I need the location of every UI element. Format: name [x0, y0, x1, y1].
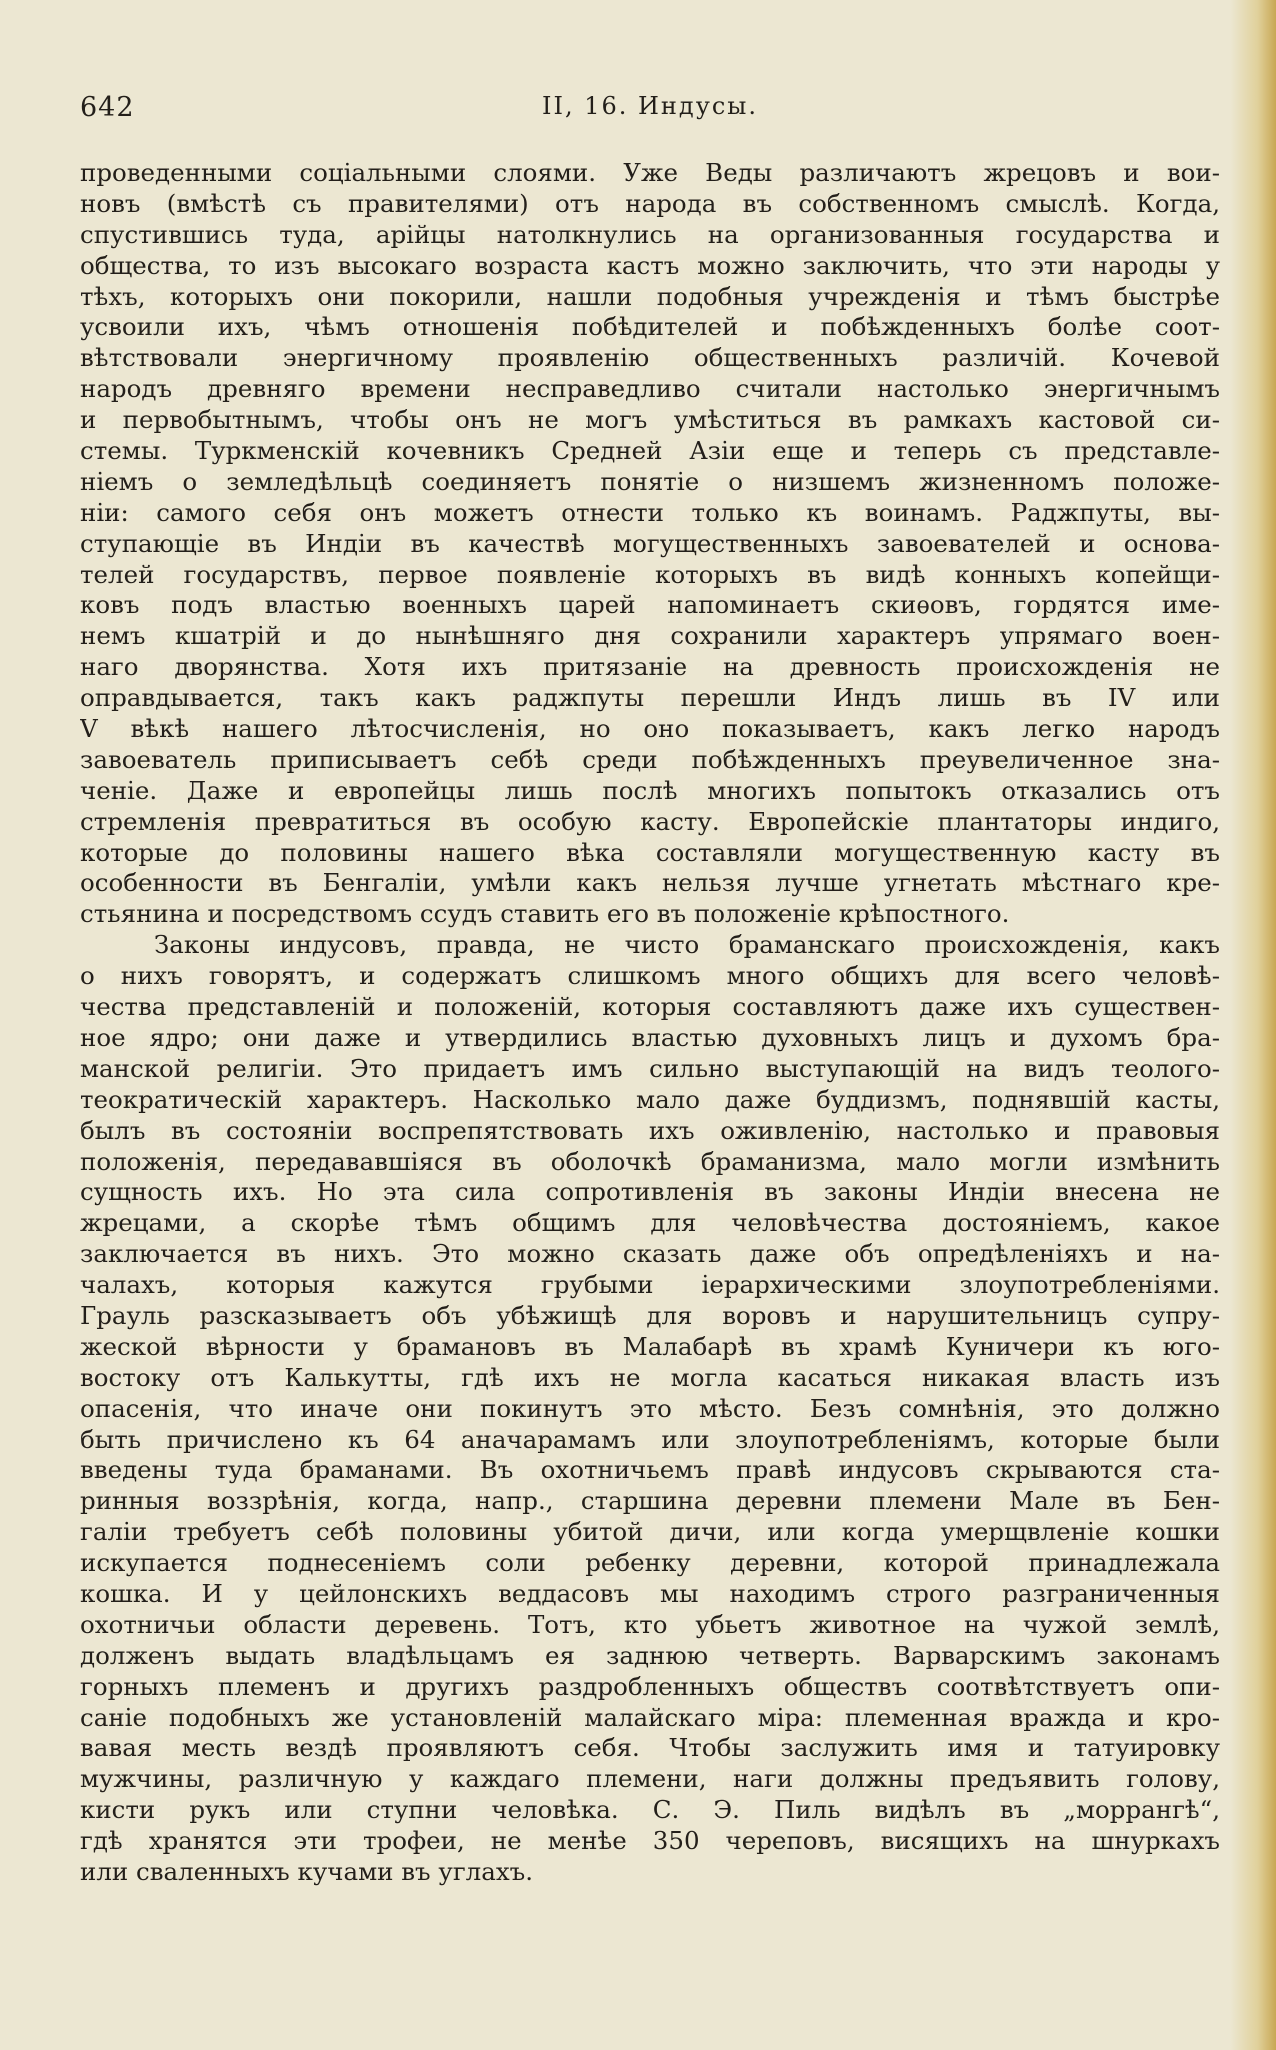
running-title: II, 16. Индусы.: [541, 92, 758, 120]
text-line: положенія, передававшіяся въ оболочкѣ браманизма, мало могли измѣнить: [80, 1146, 1220, 1176]
paragraph: [80, 158, 1220, 930]
text-line: гдѣ хранятся эти трофеи, не менѣе 350 череповъ, висящихъ на шнуркахъ: [80, 1826, 1220, 1856]
text-line: ное ядро; они даже и утвердились властью духовныхъ лицъ и духомъ бра-: [80, 1022, 1220, 1052]
text-line: стьянина и посредствомъ ссудъ ставить его въ положеніе крѣпостного.: [80, 899, 1010, 929]
text-line: вавая месть вездѣ проявляютъ себя. Чтобы заслужить имя и татуировку: [80, 1733, 1220, 1763]
text-line: ніи: самого себя онъ можетъ отнести только къ воинамъ. Раджпуты, вы-: [80, 497, 1220, 527]
text-line: заключается въ нихъ. Это можно сказать даже объ опредѣленіяхъ и на-: [80, 1239, 1220, 1269]
text-line: оправдывается, такъ какъ раджпуты перешли Индъ лишь въ IV или: [80, 683, 1220, 713]
text-line: завоеватель приписываетъ себѣ среди побѣжденныхъ преувеличенное зна-: [80, 744, 1220, 774]
text-line: Законы индусовъ, правда, не чисто браманскаго происхожденія, какъ: [154, 930, 1220, 960]
text-line: ченіе. Даже и европейцы лишь послѣ многихъ попытокъ отказались отъ: [80, 775, 1220, 805]
text-line: манской религіи. Это придаетъ имъ сильно выступающій на видъ теолого-: [80, 1053, 1220, 1083]
text-line: сущность ихъ. Но эта сила сопротивленія въ законы Индіи внесена не: [80, 1177, 1220, 1207]
text-line: жеской вѣрности у брамановъ въ Малабарѣ въ храмѣ Куничери къ юго-: [80, 1331, 1220, 1361]
text-line: чалахъ, которыя кажутся грубыми іерархическими злоупотребленіями.: [80, 1270, 1220, 1300]
text-line: быть причислено къ 64 аначарамамъ или злоупотребленіямъ, которые были: [80, 1424, 1220, 1454]
text-line: галіи требуетъ себѣ половины убитой дичи, или когда умерщвленіе кошки: [80, 1517, 1220, 1547]
text-line: жрецами, а скорѣе тѣмъ общимъ для человѣчества достояніемъ, какое: [80, 1208, 1220, 1238]
page-number: 642: [80, 92, 135, 123]
text-line: чества представленій и положеній, которыя составляютъ даже ихъ существен-: [80, 992, 1220, 1022]
text-line: стремленія превратиться въ особую касту. Европейскіе плантаторы индиго,: [80, 806, 1220, 836]
text-line: о нихъ говорятъ, и содержатъ слишкомъ много общихъ для всего человѣ-: [80, 961, 1220, 991]
text-line: саніе подобныхъ же установленій малайскаго міра: племенная вражда и кро-: [80, 1702, 1220, 1732]
text-line: усвоили ихъ, чѣмъ отношенія побѣдителей и побѣжденныхъ болѣе соот-: [80, 312, 1220, 342]
text-line: ринныя воззрѣнія, когда, напр., старшина деревни племени Мале въ Бен-: [80, 1486, 1220, 1516]
text-line: мужчины, различную у каждаго племени, наги должны предъявить голову,: [80, 1764, 1220, 1794]
text-line: и первобытнымъ, чтобы онъ не могъ умѣститься въ рамкахъ кастовой си-: [80, 405, 1220, 435]
page-header: [80, 92, 1220, 132]
text-line: немъ кшатрій и до нынѣшняго дня сохранили характеръ упрямаго воен-: [80, 621, 1220, 651]
text-line: которые до половины нашего вѣка составляли могущественную касту въ: [80, 837, 1220, 867]
text-line: проведенными соціальными слоями. Уже Веды различаютъ жрецовъ и вои-: [80, 158, 1220, 187]
text-line: V вѣкѣ нашего лѣтосчисленія, но оно показываетъ, какъ легко народъ: [80, 714, 1220, 744]
paragraph: [80, 930, 1220, 1888]
text-line: ніемъ о земледѣльцѣ соединяетъ понятіе о низшемъ жизненномъ положе-: [80, 466, 1220, 496]
body-text: [80, 158, 1220, 1888]
text-line: искупается поднесеніемъ соли ребенку деревни, которой принадлежала: [80, 1548, 1220, 1578]
text-line: общества, то изъ высокаго возраста кастъ можно заключить, что эти народы у: [80, 250, 1220, 280]
text-line: теократическій характеръ. Насколько мало даже буддизмъ, поднявшій касты,: [80, 1084, 1220, 1114]
text-line: вѣтствовали энергичному проявленію общественныхъ различій. Кочевой: [80, 343, 1220, 373]
text-line: стемы. Туркменскій кочевникъ Средней Азіи еще и теперь съ представле-: [80, 436, 1220, 466]
text-line: введены туда браманами. Въ охотничьемъ правѣ индусовъ скрываются ста-: [80, 1455, 1220, 1485]
text-line: долженъ выдать владѣльцамъ ея заднюю четверть. Варварскимъ законамъ: [80, 1640, 1220, 1670]
text-line: опасенія, что иначе они покинутъ это мѣсто. Безъ сомнѣнія, это должно: [80, 1393, 1220, 1423]
text-line: наго дворянства. Хотя ихъ притязаніе на древность происхожденія не: [80, 652, 1220, 682]
text-line: горныхъ племенъ и другихъ раздробленныхъ обществъ соотвѣтствуетъ опи-: [80, 1671, 1220, 1701]
text-line: тѣхъ, которыхъ они покорили, нашли подобныя учрежденія и тѣмъ быстрѣе: [80, 281, 1220, 311]
text-line: особенности въ Бенгаліи, умѣли какъ нельзя лучше угнетать мѣстнаго кре-: [80, 868, 1220, 898]
text-line: новъ (вмѣстѣ съ правителями) отъ народа въ собственномъ смыслѣ. Когда,: [80, 188, 1220, 218]
text-line: спустившись туда, арійцы натолкнулись на организованныя государства и: [80, 219, 1220, 249]
text-line: кисти рукъ или ступни человѣка. С. Э. Пиль видѣлъ въ „моррангѣ“,: [80, 1795, 1220, 1825]
text-line: народъ древняго времени несправедливо считали настолько энергичнымъ: [80, 374, 1220, 404]
text-line: кошка. И у цейлонскихъ веддасовъ мы находимъ строго разграниченныя: [80, 1578, 1220, 1608]
text-line: ступающіе въ Индіи въ качествѣ могущественныхъ завоевателей и основа-: [80, 528, 1220, 558]
text-line: востоку отъ Калькутты, гдѣ ихъ не могла касаться никакая власть изъ: [80, 1362, 1220, 1392]
text-line: былъ въ состояніи воспрепятствовать ихъ оживленію, настолько и правовыя: [80, 1115, 1220, 1145]
text-line: телей государствъ, первое появленіе которыхъ въ видѣ конныхъ копейщи-: [80, 559, 1220, 589]
text-line: или сваленныхъ кучами въ углахъ.: [80, 1856, 534, 1886]
text-line: охотничьи области деревень. Тотъ, кто убьетъ животное на чужой землѣ,: [80, 1609, 1220, 1639]
page-edge-shadow: [1230, 0, 1276, 2050]
text-line: ковъ подъ властью военныхъ царей напоминаетъ скиѳовъ, гордятся име-: [80, 590, 1220, 620]
text-line: Грауль разсказываетъ объ убѣжищѣ для воровъ и нарушительницъ супру-: [80, 1300, 1220, 1330]
